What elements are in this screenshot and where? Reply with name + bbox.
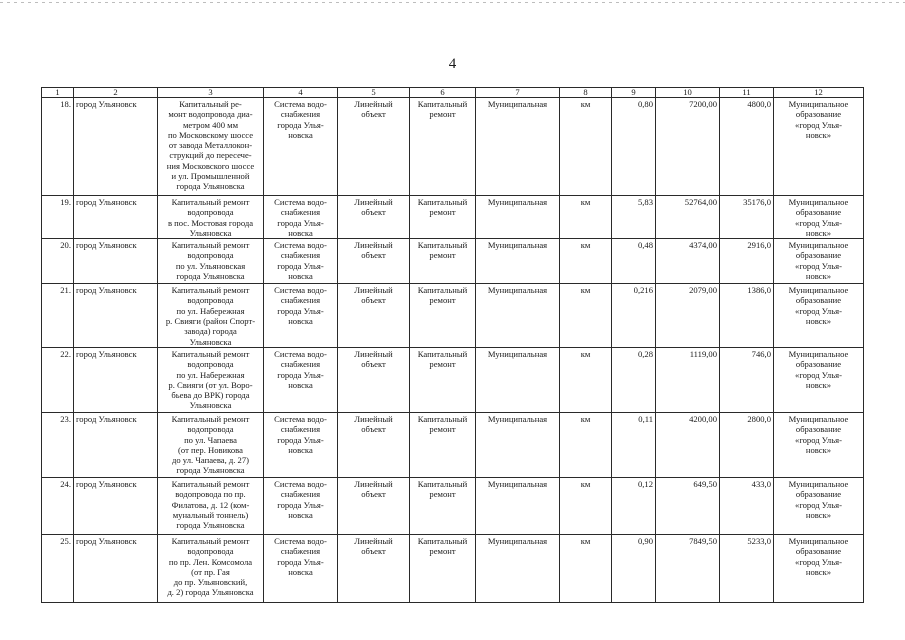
column-header: 11 <box>720 88 774 98</box>
object-table <box>41 87 864 603</box>
object-description-cell: Капитальный ремонт водопровода по ул. Чапаева (от пер. Новикова до ул. Чапаева, д. 27) города Ульяновска <box>158 412 264 477</box>
row-number-cell: 22. <box>42 347 74 412</box>
quantity-cell: 0,216 <box>612 284 656 348</box>
cost-cell: 52764,00 <box>656 196 720 239</box>
unit-cell: км <box>560 284 612 348</box>
owner-cell: Муниципальное образование «город Улья- новск» <box>774 477 864 534</box>
row-number-cell: 25. <box>42 534 74 602</box>
system-cell: Система водо- снабжения города Улья- новска <box>264 534 338 602</box>
object-type-cell: Линейный объект <box>338 196 410 239</box>
cost-cell: 4374,00 <box>656 239 720 284</box>
quantity-cell: 0,48 <box>612 239 656 284</box>
cost-cell: 7200,00 <box>656 98 720 196</box>
system-cell: Система водо- снабжения города Улья- новска <box>264 98 338 196</box>
unit-cell: км <box>560 534 612 602</box>
system-cell: Система водо- снабжения города Улья- новска <box>264 196 338 239</box>
cost-share-cell: 433,0 <box>720 477 774 534</box>
quantity-cell: 0,12 <box>612 477 656 534</box>
page-number: 4 <box>448 56 457 72</box>
unit-cell: км <box>560 347 612 412</box>
system-cell: Система водо- снабжения города Улья- новска <box>264 239 338 284</box>
cost-share-cell: 5233,0 <box>720 534 774 602</box>
cost-cell: 4200,00 <box>656 412 720 477</box>
cost-share-cell: 2800,0 <box>720 412 774 477</box>
column-header: 9 <box>612 88 656 98</box>
cost-cell: 7849,50 <box>656 534 720 602</box>
row-number-cell: 23. <box>42 412 74 477</box>
quantity-cell: 0,90 <box>612 534 656 602</box>
cost-share-cell: 1386,0 <box>720 284 774 348</box>
cost-cell: 649,50 <box>656 477 720 534</box>
row-number-cell: 24. <box>42 477 74 534</box>
table-row <box>42 239 864 284</box>
ownership-cell: Муниципальная <box>476 412 560 477</box>
table-row <box>42 284 864 348</box>
city-cell: город Ульяновск <box>74 239 158 284</box>
cost-share-cell: 2916,0 <box>720 239 774 284</box>
table-row <box>42 412 864 477</box>
quantity-cell: 0,11 <box>612 412 656 477</box>
cost-share-cell: 35176,0 <box>720 196 774 239</box>
column-header: 4 <box>264 88 338 98</box>
object-description-cell: Капитальный ремонт водопровода в пос. Мостовая города Ульяновска <box>158 196 264 239</box>
object-description-cell: Капитальный ремонт водопровода по пр. Филатова, д. 12 (ком- мунальный тоннель) города Ульяновска <box>158 477 264 534</box>
table-row <box>42 347 864 412</box>
row-number-cell: 18. <box>42 98 74 196</box>
unit-cell: км <box>560 477 612 534</box>
scan-artifact-line <box>0 2 905 3</box>
cost-share-cell: 4800,0 <box>720 98 774 196</box>
owner-cell: Муниципальное образование «город Улья- новск» <box>774 347 864 412</box>
object-type-cell: Линейный объект <box>338 284 410 348</box>
object-type-cell: Линейный объект <box>338 477 410 534</box>
system-cell: Система водо- снабжения города Улья- новска <box>264 477 338 534</box>
unit-cell: км <box>560 196 612 239</box>
quantity-cell: 0,28 <box>612 347 656 412</box>
work-type-cell: Капитальный ремонт <box>410 284 476 348</box>
city-cell: город Ульяновск <box>74 196 158 239</box>
quantity-cell: 0,80 <box>612 98 656 196</box>
system-cell: Система водо- снабжения города Улья- новска <box>264 412 338 477</box>
ownership-cell: Муниципальная <box>476 284 560 348</box>
work-type-cell: Капитальный ремонт <box>410 412 476 477</box>
work-type-cell: Капитальный ремонт <box>410 196 476 239</box>
object-description-cell: Капитальный ремонт водопровода по пр. Лен. Комсомола (от пр. Гая до пр. Ульяновский, д. 2) города Ульяновска <box>158 534 264 602</box>
ownership-cell: Муниципальная <box>476 239 560 284</box>
object-type-cell: Линейный объект <box>338 98 410 196</box>
owner-cell: Муниципальное образование «город Улья- новск» <box>774 534 864 602</box>
owner-cell: Муниципальное образование «город Улья- новск» <box>774 239 864 284</box>
work-type-cell: Капитальный ремонт <box>410 347 476 412</box>
city-cell: город Ульяновск <box>74 534 158 602</box>
ownership-cell: Муниципальная <box>476 534 560 602</box>
column-number-row <box>42 88 864 98</box>
work-type-cell: Капитальный ремонт <box>410 239 476 284</box>
ownership-cell: Муниципальная <box>476 196 560 239</box>
unit-cell: км <box>560 412 612 477</box>
object-type-cell: Линейный объект <box>338 534 410 602</box>
cost-share-cell: 746,0 <box>720 347 774 412</box>
row-number-cell: 19. <box>42 196 74 239</box>
city-cell: город Ульяновск <box>74 412 158 477</box>
unit-cell: км <box>560 98 612 196</box>
ownership-cell: Муниципальная <box>476 477 560 534</box>
city-cell: город Ульяновск <box>74 284 158 348</box>
owner-cell: Муниципальное образование «город Улья- новск» <box>774 284 864 348</box>
row-number-cell: 21. <box>42 284 74 348</box>
ownership-cell: Муниципальная <box>476 347 560 412</box>
cost-cell: 1119,00 <box>656 347 720 412</box>
work-type-cell: Капитальный ремонт <box>410 477 476 534</box>
quantity-cell: 5,83 <box>612 196 656 239</box>
object-description-cell: Капитальный ре- монт водопровода диа- метром 400 мм по Московскому шоссе от завода Металлокон- струкций до пересече- ния Московского шоссе и ул. Промышленной города Ульяновска <box>158 98 264 196</box>
row-number-cell: 20. <box>42 239 74 284</box>
city-cell: город Ульяновск <box>74 347 158 412</box>
object-description-cell: Капитальный ремонт водопровода по ул. Набережная р. Свияги (район Спорт- завода) города Ульяновска <box>158 284 264 348</box>
column-header: 6 <box>410 88 476 98</box>
owner-cell: Муниципальное образование «город Улья- новск» <box>774 196 864 239</box>
city-cell: город Ульяновск <box>74 477 158 534</box>
table-row <box>42 98 864 196</box>
object-type-cell: Линейный объект <box>338 347 410 412</box>
owner-cell: Муниципальное образование «город Улья- новск» <box>774 412 864 477</box>
column-header: 5 <box>338 88 410 98</box>
system-cell: Система водо- снабжения города Улья- новска <box>264 347 338 412</box>
table-row <box>42 534 864 602</box>
unit-cell: км <box>560 239 612 284</box>
table-row <box>42 477 864 534</box>
owner-cell: Муниципальное образование «город Улья- новск» <box>774 98 864 196</box>
cost-cell: 2079,00 <box>656 284 720 348</box>
ownership-cell: Муниципальная <box>476 98 560 196</box>
column-header: 12 <box>774 88 864 98</box>
city-cell: город Ульяновск <box>74 98 158 196</box>
column-header: 8 <box>560 88 612 98</box>
system-cell: Система водо- снабжения города Улья- новска <box>264 284 338 348</box>
object-description-cell: Капитальный ремонт водопровода по ул. Набережная р. Свияги (от ул. Воро- бьева до ВРК) города Ульяновска <box>158 347 264 412</box>
work-type-cell: Капитальный ремонт <box>410 98 476 196</box>
object-type-cell: Линейный объект <box>338 412 410 477</box>
object-type-cell: Линейный объект <box>338 239 410 284</box>
table-row <box>42 196 864 239</box>
column-header: 7 <box>476 88 560 98</box>
column-header: 3 <box>158 88 264 98</box>
work-type-cell: Капитальный ремонт <box>410 534 476 602</box>
object-description-cell: Капитальный ремонт водопровода по ул. Ульяновская города Ульяновска <box>158 239 264 284</box>
column-header: 2 <box>74 88 158 98</box>
column-header: 1 <box>42 88 74 98</box>
column-header: 10 <box>656 88 720 98</box>
